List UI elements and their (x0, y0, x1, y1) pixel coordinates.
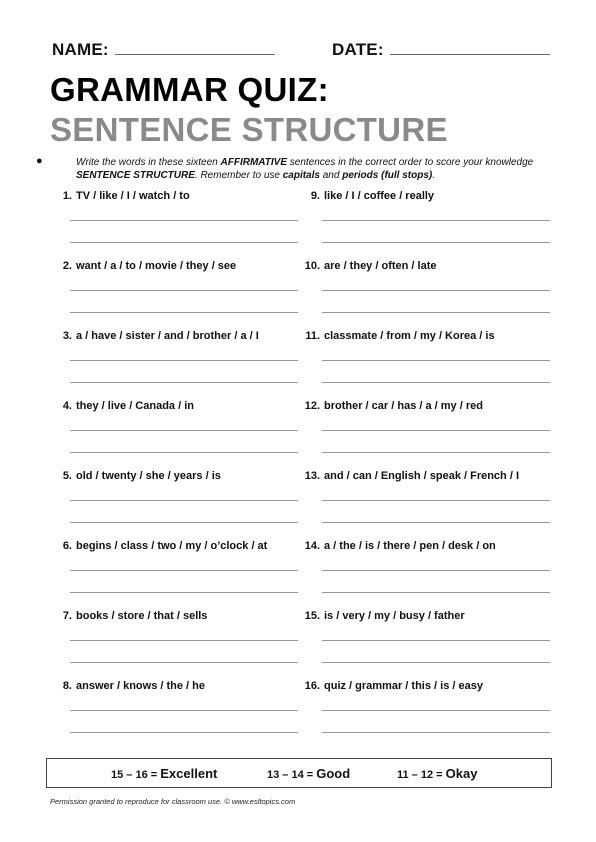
date-blank-line (390, 42, 550, 55)
answer-line[interactable] (322, 522, 550, 523)
question-number: 15. (304, 610, 320, 622)
instruction-bold: AFFIRMATIVE (220, 157, 287, 168)
question-words: they / live / Canada / in (76, 400, 194, 412)
answer-line[interactable] (70, 242, 298, 243)
answer-line[interactable] (322, 732, 550, 733)
question-number: 1. (62, 190, 72, 202)
question-1 (52, 190, 292, 250)
question-words: begins / class / two / my / o’clock / at (76, 540, 268, 552)
date-field (332, 40, 550, 60)
question-number: 11. (305, 330, 320, 342)
answer-line[interactable] (322, 242, 550, 243)
answer-line[interactable] (322, 452, 550, 453)
answer-line[interactable] (70, 522, 298, 523)
answer-line[interactable] (70, 500, 298, 501)
question-5 (52, 470, 292, 530)
question-number: 14. (304, 540, 320, 552)
question-words: old / twenty / she / years / is (76, 470, 221, 482)
name-blank-line (115, 42, 275, 55)
date-label: DATE: (332, 40, 384, 59)
instruction-bold: capitals (282, 170, 320, 181)
instruction-part: Write the words in these sixteen (76, 157, 221, 168)
instruction-part: . Remember to use (194, 170, 283, 181)
answer-line[interactable] (322, 500, 550, 501)
answer-line[interactable] (70, 430, 298, 431)
score-label: Okay (445, 766, 478, 781)
question-number: 8. (62, 680, 72, 692)
question-number: 7. (62, 610, 72, 622)
score-good (267, 766, 350, 781)
answer-line[interactable] (70, 290, 298, 291)
question-words: want / a / to / movie / they / see (76, 260, 237, 272)
answer-line[interactable] (322, 570, 550, 571)
answer-line[interactable] (70, 360, 298, 361)
score-okay (397, 766, 477, 781)
question-8 (52, 680, 292, 740)
question-words: quiz / grammar / this / is / easy (324, 680, 483, 692)
question-number: 4. (62, 400, 72, 412)
question-7 (52, 610, 292, 670)
name-label: NAME: (52, 40, 109, 59)
score-box (46, 758, 552, 788)
score-range: 13 – 14 = (267, 769, 317, 781)
page-subtitle: SENTENCE STRUCTURE (50, 111, 448, 148)
copyright-footer: Permission granted to reproduce for classroom use. © www.esltopics.com (50, 797, 296, 806)
bullet-icon: ● (36, 155, 43, 167)
instruction-part: . (432, 170, 435, 181)
question-2 (52, 260, 292, 320)
answer-line[interactable] (70, 452, 298, 453)
answer-line[interactable] (322, 220, 550, 221)
question-15 (300, 610, 540, 670)
question-words: is / very / my / busy / father (324, 610, 465, 622)
question-3 (52, 330, 292, 390)
answer-line[interactable] (70, 640, 298, 641)
page-title: GRAMMAR QUIZ: (50, 71, 329, 108)
question-13 (300, 470, 540, 530)
answer-line[interactable] (70, 382, 298, 383)
answer-line[interactable] (70, 710, 298, 711)
score-excellent (111, 766, 217, 781)
answer-line[interactable] (70, 220, 298, 221)
question-number: 3. (62, 330, 72, 342)
question-14 (300, 540, 540, 600)
question-number: 9. (310, 190, 320, 202)
answer-line[interactable] (322, 592, 550, 593)
answer-line[interactable] (70, 662, 298, 663)
question-words: classmate / from / my / Korea / is (324, 330, 495, 342)
instruction-bold: periods (full stops) (342, 170, 433, 181)
answer-line[interactable] (70, 732, 298, 733)
question-4 (52, 400, 292, 460)
question-number: 16. (304, 680, 320, 692)
answer-line[interactable] (70, 312, 298, 313)
question-12 (300, 400, 540, 460)
answer-line[interactable] (322, 640, 550, 641)
answer-line[interactable] (70, 570, 298, 571)
question-words: brother / car / has / a / my / red (324, 400, 483, 412)
question-words: books / store / that / sells (76, 610, 208, 622)
question-number: 10. (304, 260, 320, 272)
question-words: a / the / is / there / pen / desk / on (324, 540, 496, 552)
question-number: 13. (304, 470, 320, 482)
score-range: 11 – 12 = (397, 769, 446, 781)
question-words: answer / knows / the / he (76, 680, 205, 692)
question-words: like / I / coffee / really (324, 190, 435, 202)
question-6 (52, 540, 292, 600)
instruction-text (76, 156, 556, 182)
question-16 (300, 680, 540, 740)
answer-line[interactable] (322, 662, 550, 663)
instruction-bold: SENTENCE STRUCTURE (76, 170, 195, 181)
answer-line[interactable] (322, 382, 550, 383)
header-row (52, 40, 552, 64)
question-number: 2. (62, 260, 72, 272)
question-10 (300, 260, 540, 320)
answer-line[interactable] (322, 312, 550, 313)
name-field (52, 40, 275, 60)
score-range: 15 – 16 = (111, 769, 161, 781)
question-words: are / they / often / late (324, 260, 437, 272)
question-words: a / have / sister / and / brother / a / I (76, 330, 259, 342)
question-words: TV / like / I / watch / to (76, 190, 190, 202)
answer-line[interactable] (322, 290, 550, 291)
instruction-part: sentences in the correct order to score your knowledge (287, 157, 534, 168)
score-label: Good (316, 766, 351, 781)
answer-line[interactable] (322, 430, 550, 431)
question-number: 5. (62, 470, 72, 482)
question-number: 12. (304, 400, 320, 412)
question-number: 6. (62, 540, 72, 552)
instruction-part: and (319, 170, 343, 181)
score-label: Excellent (160, 766, 218, 781)
question-11 (300, 330, 540, 390)
answer-line[interactable] (322, 710, 550, 711)
answer-line[interactable] (322, 360, 550, 361)
question-9 (300, 190, 540, 250)
question-words: and / can / English / speak / French / I (324, 470, 519, 482)
answer-line[interactable] (70, 592, 298, 593)
